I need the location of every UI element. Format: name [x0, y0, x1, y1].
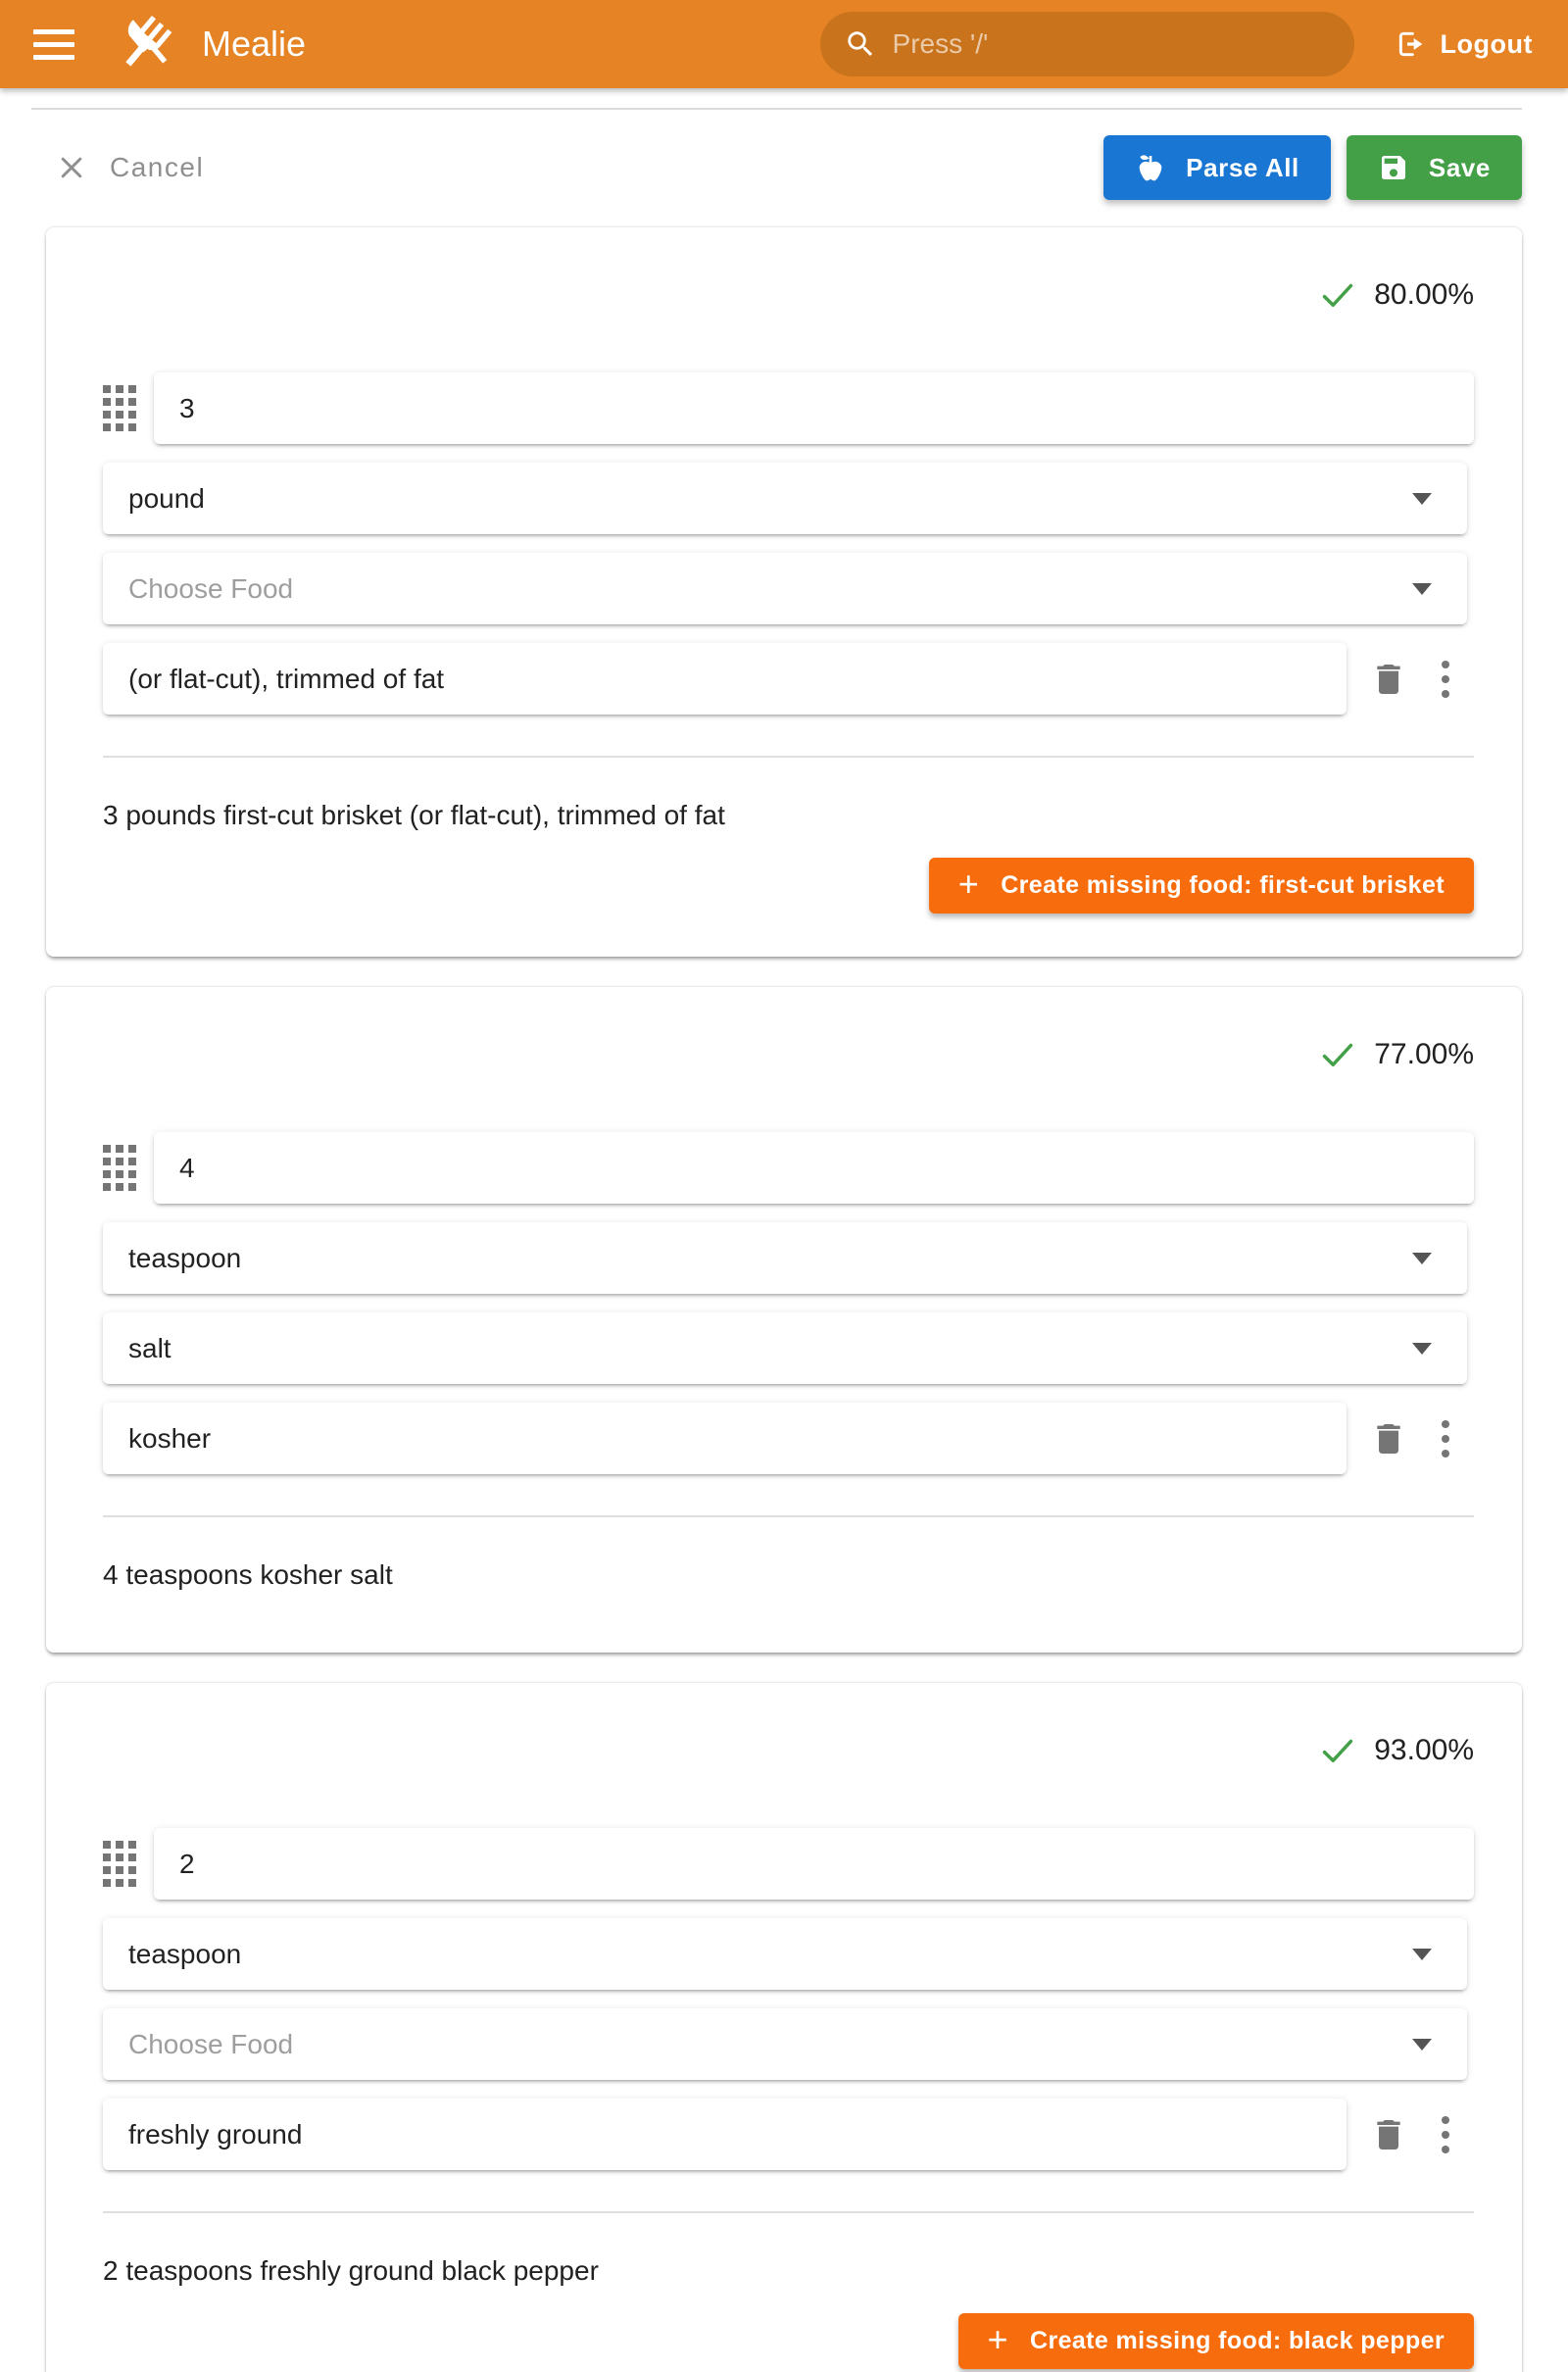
unit-select[interactable] [103, 1222, 1467, 1294]
chevron-down-icon [1412, 583, 1432, 595]
food-placeholder: Choose Food [128, 572, 294, 604]
hamburger-menu-button[interactable] [33, 23, 80, 66]
confidence-row [103, 1732, 1474, 1769]
delete-button[interactable] [1360, 651, 1417, 708]
quantity-input[interactable] [154, 372, 1474, 444]
trash-icon [1369, 2115, 1408, 2154]
unit-value: pound [128, 482, 205, 514]
ingredient-card [46, 987, 1522, 1653]
unit-value: teaspoon [128, 1938, 242, 1969]
drag-handle-icon[interactable] [103, 1145, 140, 1191]
note-input[interactable] [103, 1403, 1347, 1474]
plus-icon: + [987, 2319, 1008, 2359]
search-icon [844, 27, 877, 61]
app-bar [0, 0, 1568, 88]
create-missing-food-button[interactable] [958, 2313, 1474, 2369]
chevron-down-icon [1412, 493, 1432, 505]
ingredient-card [46, 227, 1522, 957]
save-label: Save [1428, 152, 1491, 182]
parse-all-button[interactable] [1103, 135, 1331, 200]
confidence-value: 77.00% [1374, 1038, 1474, 1070]
food-select[interactable] [103, 553, 1467, 624]
unit-select[interactable] [103, 1918, 1467, 1990]
unit-select[interactable] [103, 463, 1467, 534]
parse-all-label: Parse All [1186, 152, 1299, 182]
quantity-input[interactable] [154, 1132, 1474, 1204]
ingredient-list [0, 227, 1568, 2372]
logout-label: Logout [1440, 28, 1533, 59]
create-missing-food-label: Create missing food: black pepper [1029, 2327, 1445, 2354]
chevron-down-icon [1412, 1343, 1432, 1355]
cancel-label: Cancel [110, 152, 205, 182]
kebab-icon [1442, 2116, 1449, 2153]
confidence-value: 93.00% [1374, 1734, 1474, 1766]
ingredient-original-text: 3 pounds first-cut brisket (or flat-cut), trimmed of fat [103, 800, 725, 830]
more-options-button[interactable] [1417, 1410, 1474, 1467]
delete-button[interactable] [1360, 2106, 1417, 2163]
check-icon [1319, 1036, 1356, 1073]
food-select[interactable] [103, 1312, 1467, 1384]
cancel-button[interactable] [57, 152, 204, 183]
food-value: salt [128, 1332, 172, 1363]
kebab-icon [1442, 661, 1449, 698]
logout-button[interactable] [1396, 28, 1533, 60]
app-title: Mealie [202, 24, 307, 64]
trash-icon [1369, 660, 1408, 699]
food-select[interactable] [103, 2008, 1467, 2080]
food-placeholder: Choose Food [128, 2028, 294, 2059]
logout-icon [1396, 28, 1427, 60]
drag-handle-icon[interactable] [103, 385, 140, 431]
create-missing-food-label: Create missing food: first-cut brisket [1001, 871, 1445, 899]
chevron-down-icon [1412, 1949, 1432, 1960]
check-icon [1319, 276, 1356, 314]
save-icon [1378, 152, 1409, 183]
editor-toolbar [0, 110, 1568, 227]
search-input[interactable] [820, 12, 1354, 76]
plus-icon: + [957, 864, 980, 904]
ingredient-card [46, 1683, 1522, 2372]
divider [103, 756, 1474, 758]
search-placeholder: Press '/' [892, 28, 989, 59]
hamburger-icon [33, 29, 74, 34]
apple-icon [1135, 152, 1166, 183]
note-input[interactable] [103, 643, 1347, 715]
divider [103, 2211, 1474, 2213]
close-icon [57, 153, 86, 182]
create-missing-food-button[interactable] [929, 858, 1474, 914]
chevron-down-icon [1412, 2039, 1432, 2051]
quantity-input[interactable] [154, 1828, 1474, 1900]
ingredient-original-text: 4 teaspoons kosher salt [103, 1559, 393, 1590]
check-icon [1319, 1732, 1356, 1769]
confidence-row [103, 1036, 1474, 1073]
confidence-value: 80.00% [1374, 278, 1474, 311]
drag-handle-icon[interactable] [103, 1841, 140, 1887]
delete-button[interactable] [1360, 1410, 1417, 1467]
more-options-button[interactable] [1417, 651, 1474, 708]
more-options-button[interactable] [1417, 2106, 1474, 2163]
confidence-row [103, 276, 1474, 314]
chevron-down-icon [1412, 1253, 1432, 1264]
kebab-icon [1442, 1420, 1449, 1458]
ingredient-original-text: 2 teaspoons freshly ground black pepper [103, 2255, 599, 2286]
note-input[interactable] [103, 2099, 1347, 2170]
trash-icon [1369, 1419, 1408, 1458]
divider [103, 1515, 1474, 1517]
save-button[interactable] [1347, 135, 1522, 200]
unit-value: teaspoon [128, 1242, 242, 1273]
mealie-logo-silverware-icon [114, 13, 176, 75]
